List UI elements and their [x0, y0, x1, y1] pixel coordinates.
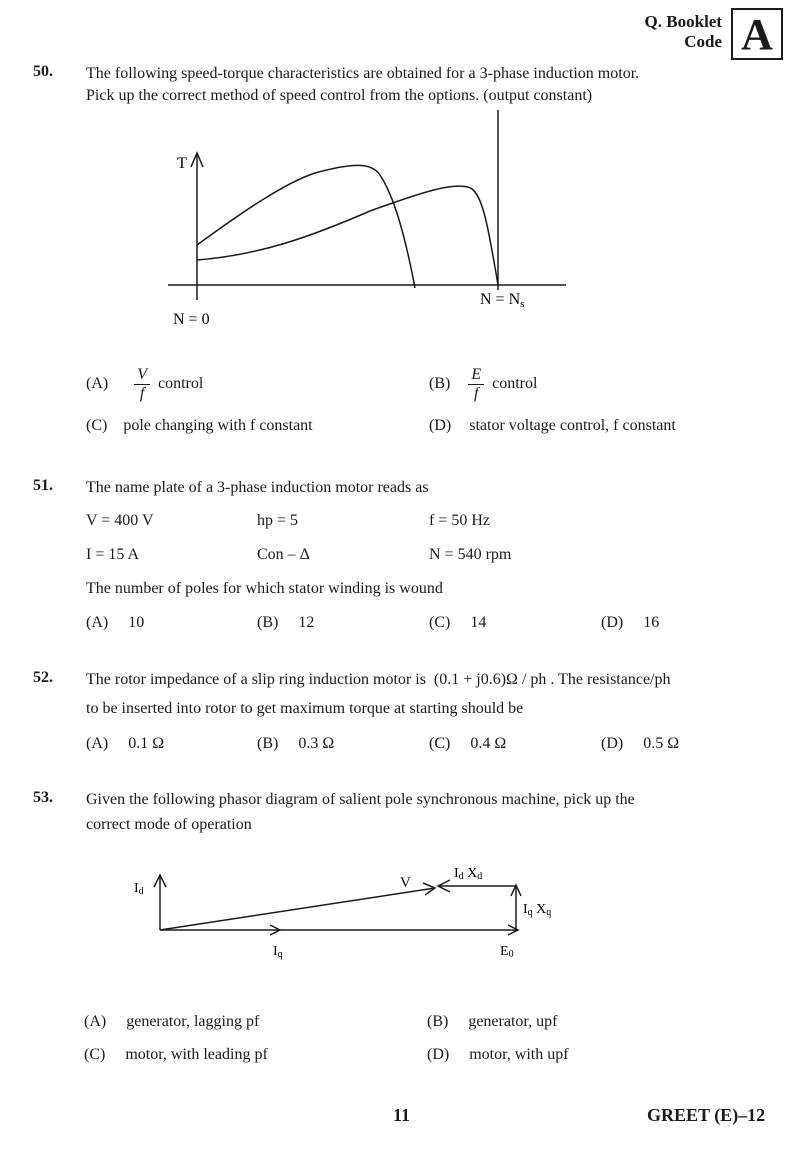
id-label: Id — [134, 881, 144, 897]
speed-torque-diagram — [150, 105, 580, 335]
option-52-c[interactable] — [429, 733, 506, 755]
question-51-number: 51. — [33, 477, 53, 494]
v-over-f-fraction: $\frac{V}{f}$ — [134, 366, 150, 403]
e-over-f-fraction: $\frac{E}{f}$ — [468, 366, 484, 403]
iqxq-label: Iq Xq — [523, 902, 552, 918]
question-52-text-start: The rotor impedance of a slip ring induction motor is — [86, 671, 426, 688]
torque-curve-1 — [197, 165, 415, 288]
nameplate-voltage: V = 400 V — [86, 512, 154, 529]
option-letter: (C) — [429, 735, 451, 752]
option-text: generator, lagging pf — [126, 1013, 260, 1030]
question-52-line1 — [86, 669, 671, 691]
e0-label: E0 — [500, 944, 514, 960]
option-50-a[interactable] — [86, 366, 203, 403]
exam-code: GREET (E)–12 — [647, 1105, 766, 1125]
page-number: 11 — [393, 1105, 411, 1125]
torque-curve-2 — [197, 186, 498, 285]
idxd-label: Id Xd — [454, 866, 483, 882]
option-53-b[interactable] — [427, 1011, 557, 1033]
question-50-number: 50. — [33, 63, 53, 80]
phasor-diagram — [120, 855, 570, 970]
option-text: 14 — [470, 614, 487, 631]
option-51-c[interactable] — [429, 612, 486, 634]
option-53-c[interactable] — [84, 1044, 268, 1066]
option-letter: (D) — [429, 417, 452, 434]
option-letter: (B) — [429, 375, 451, 393]
question-53-number: 53. — [33, 789, 53, 806]
option-text: 0.3 Ω — [298, 735, 335, 752]
option-52-a[interactable] — [86, 733, 164, 755]
nameplate-hp: hp = 5 — [257, 512, 299, 529]
option-text: 0.1 Ω — [128, 735, 165, 752]
option-letter: (B) — [257, 735, 279, 752]
nameplate-current: I = 15 A — [86, 546, 140, 563]
question-52-line2: to be inserted into rotor to get maximum torque at starting should be — [86, 700, 524, 717]
option-letter: (A) — [86, 375, 109, 393]
v-label: V — [400, 875, 411, 891]
option-text: 0.5 Ω — [643, 735, 680, 752]
question-51-text: The number of poles for which stator winding is wound — [86, 580, 443, 597]
option-letter: (C) — [86, 417, 108, 434]
question-50-line2: Pick up the correct method of speed control from the options. (output constant) — [86, 87, 593, 104]
option-text: control — [492, 375, 538, 393]
option-text: pole changing with f constant — [123, 417, 313, 434]
iq-label: Iq — [273, 944, 283, 960]
option-51-d[interactable] — [601, 612, 659, 634]
option-52-d[interactable] — [601, 733, 679, 755]
option-letter: (B) — [257, 614, 279, 631]
option-text: 10 — [128, 614, 145, 631]
option-51-b[interactable] — [257, 612, 314, 634]
option-53-d[interactable] — [427, 1044, 569, 1066]
booklet-code-box: A — [731, 8, 783, 60]
question-53-line2: correct mode of operation — [86, 816, 252, 833]
nameplate-speed: N = 540 rpm — [429, 546, 512, 563]
option-letter: (D) — [601, 735, 624, 752]
question-51-intro: The name plate of a 3-phase induction motor reads as — [86, 479, 429, 496]
option-52-b[interactable] — [257, 733, 334, 755]
option-letter: (C) — [84, 1046, 106, 1063]
zero-speed-label: N = 0 — [173, 311, 210, 328]
option-letter: (A) — [86, 614, 109, 631]
option-letter: (A) — [84, 1013, 107, 1030]
question-52-number: 52. — [33, 669, 53, 686]
option-letter: (C) — [429, 614, 451, 631]
nameplate-frequency: f = 50 Hz — [429, 512, 491, 529]
option-53-a[interactable] — [84, 1011, 259, 1033]
option-text: motor, with upf — [469, 1046, 569, 1063]
option-text: 0.4 Ω — [470, 735, 507, 752]
question-53-line1: Given the following phasor diagram of salient pole synchronous machine, pick up the — [86, 791, 635, 808]
option-letter: (D) — [601, 614, 624, 631]
v-phasor — [160, 888, 435, 930]
option-text: 12 — [298, 614, 315, 631]
option-51-a[interactable] — [86, 612, 144, 634]
option-text: motor, with leading pf — [125, 1046, 268, 1063]
option-text: 16 — [643, 614, 660, 631]
question-52-text-end: . The resistance/ph — [550, 671, 671, 688]
option-letter: (B) — [427, 1013, 449, 1030]
option-50-c[interactable] — [86, 415, 313, 437]
option-letter: (A) — [86, 735, 109, 752]
question-50-line1: The following speed-torque characteristics are obtained for a 3-phase induction motor. — [86, 65, 640, 82]
option-text: stator voltage control, f constant — [469, 417, 676, 434]
option-50-b[interactable] — [429, 366, 537, 403]
booklet-label-line2: Code — [684, 32, 722, 51]
nameplate-connection: Con – Δ — [257, 546, 310, 563]
option-50-d[interactable] — [429, 415, 676, 437]
torque-label: T — [177, 155, 187, 172]
option-text: generator, upf — [468, 1013, 558, 1030]
option-text: control — [158, 375, 204, 393]
booklet-label — [624, 12, 722, 52]
booklet-label-line1: Q. Booklet — [644, 12, 722, 31]
sync-speed-label: N = Ns — [480, 291, 525, 310]
option-letter: (D) — [427, 1046, 450, 1063]
rotor-impedance-expression: (0.1 + j0.6)Ω / ph — [433, 671, 547, 688]
